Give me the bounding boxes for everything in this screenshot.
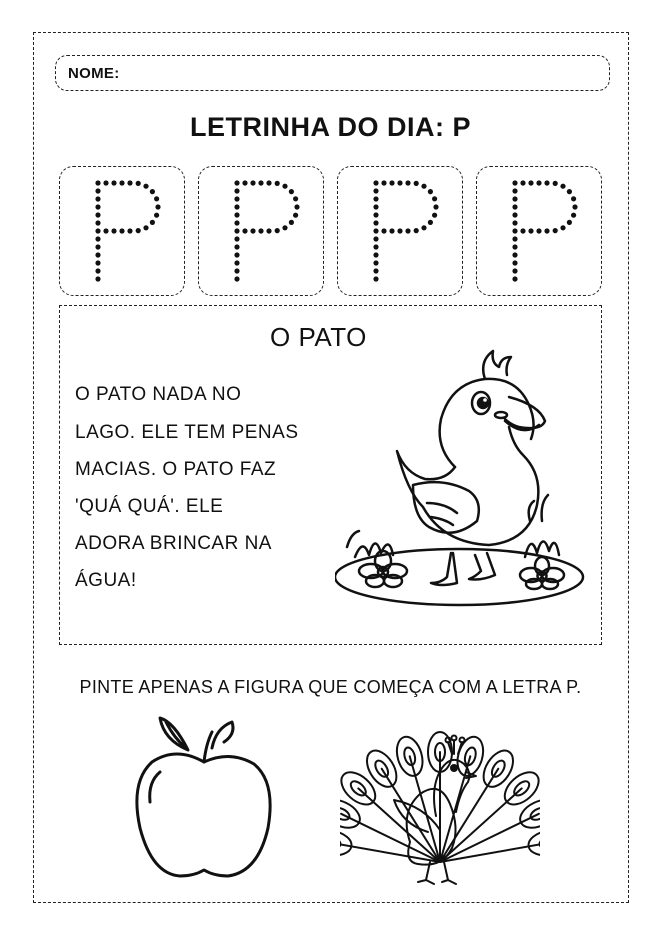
story-line: O PATO NADA NO <box>75 384 242 405</box>
dotted-letter-p <box>477 167 603 297</box>
tracing-tile[interactable] <box>59 166 185 296</box>
tracing-tile[interactable] <box>198 166 324 296</box>
name-label: NOME: <box>68 64 120 82</box>
story-line: 'QUÁ QUÁ'. ELE <box>75 496 224 517</box>
story-title: O PATO <box>270 322 367 352</box>
duck-illustration <box>335 335 585 615</box>
name-field[interactable] <box>55 55 610 91</box>
story-line: ADORA BRINCAR NA <box>75 533 272 554</box>
dotted-letter-p <box>338 167 464 297</box>
peacock-illustration[interactable] <box>340 712 540 892</box>
story-line: MACIAS. O PATO FAZ <box>75 459 277 480</box>
story-line: ÁGUA! <box>75 570 137 591</box>
dotted-letter-p <box>60 167 186 297</box>
tracing-tile[interactable] <box>337 166 463 296</box>
dotted-letter-p <box>199 167 325 297</box>
activity-instruction: PINTE APENAS A FIGURA QUE COMEÇA COM A LETRA P. <box>79 677 582 697</box>
page-title: LETRINHA DO DIA: P <box>190 112 471 142</box>
apple-illustration[interactable] <box>130 710 280 880</box>
tracing-tile[interactable] <box>476 166 602 296</box>
story-line: LAGO. ELE TEM PENAS <box>75 422 299 443</box>
